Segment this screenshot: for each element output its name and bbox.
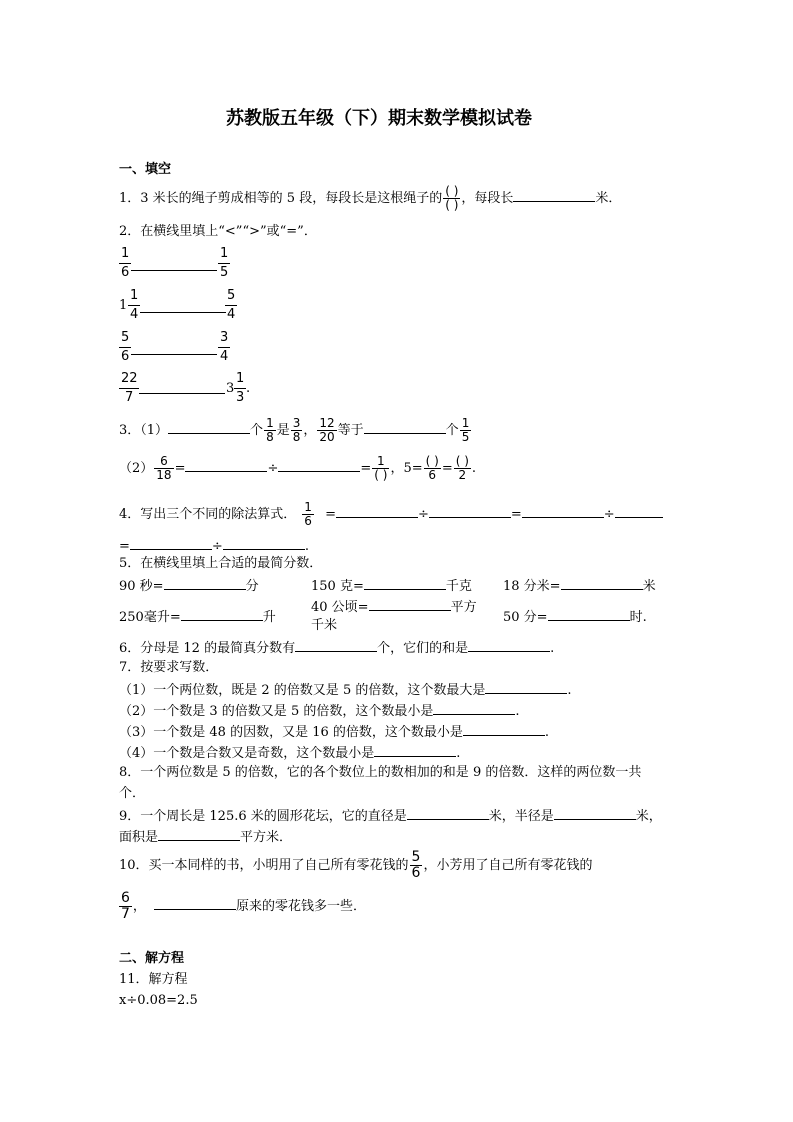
q4-blank-6[interactable] [223,537,305,550]
q1-unit: 米． [595,191,622,206]
q1-mid: ，每段长 [461,191,514,206]
q3-p2-f4-den: 2 [458,468,467,482]
q7-i3-text: （3）一个数是 48 的因数，又是 16 的倍数，这个数最小是 [119,725,463,740]
q5-b3-blank[interactable] [548,608,630,621]
q2-row-1-left-den: 6 [121,265,130,280]
question-8-line-1: 8．一个两位数是 5 的倍数，它的各个数位上的数相加的和是 9 的倍数．这样的两位数一共 [119,765,642,780]
question-10-line-2 [119,890,366,924]
q1-fraction: $\frac{( )}{( )}$ [445,184,459,212]
q5-item-a2 [311,577,472,595]
q3-p2-f4-num: ( ) [455,454,469,468]
q2-row-4-right-num: 1 [236,371,245,386]
q2-row-2-right-num: 5 [227,288,236,303]
q4-div-1: ÷ [417,507,429,522]
q5-a2-unit: 千克 [445,579,472,594]
q4-end: . [304,539,309,554]
section-heading-equations: 二、解方程 [119,951,185,966]
q5-b2-unit-line2: 千米 [311,618,338,633]
q3-p2-blank-2[interactable] [278,459,360,472]
q4-frac-num: 1 [304,500,312,514]
q2-row-3-right-num: 3 [220,330,229,345]
q3-p2-mid: ，5= [390,461,423,476]
q4-blank-3[interactable] [522,505,604,518]
question-7-text: 7．按要求写数． [119,660,219,675]
q9-blank-3[interactable] [158,828,240,841]
q7-i1-text: （1）一个两位数，既是 2 的倍数又是 5 的倍数，这个数最大是 [119,683,486,698]
q2-row-1-right-den: 5 [220,265,229,280]
q5-a3-blank[interactable] [561,577,643,590]
q7-i3-blank[interactable] [463,723,545,736]
q1-text: 1．3 米长的绳子剪成相等的 5 段，每段长是这根绳子的 [119,191,443,206]
q3-p1-eq: 等于 [337,423,364,438]
q2-row-2-left-whole: 1 [119,298,128,313]
q10-f1-num: 5 [411,849,421,865]
q2-row-4-left-den: 7 [125,390,134,405]
q7-i1-end: . [567,683,572,698]
q3-p2-div: ÷ [267,461,279,476]
q3-p2-blank-1[interactable] [185,459,267,472]
q7-i4-blank[interactable] [374,744,456,757]
q10-text: 10．买一本同样的书，小明用了自己所有零花钱的 [119,858,409,873]
q4-blank-2[interactable] [429,505,511,518]
q2-row-4-end: . [246,381,251,396]
question-4-line-1 [119,500,663,530]
q4-blank-5[interactable] [130,537,212,550]
q3-p1-f2-den: 8 [292,430,301,444]
question-10-line-1 [119,849,592,883]
question-5-text: 5．在横线里填上合适的最简分数． [119,556,323,571]
q6-mid: 个，它们的和是 [377,641,469,656]
question-3-part-2 [119,454,476,484]
q2-row-2-left-den: 4 [130,307,139,322]
q5-b1-unit: 升 [262,610,276,625]
q2-row-2-blank[interactable] [140,300,226,313]
q3-p1-is: 是 [276,423,290,438]
q10-sep: ， [132,899,146,914]
q2-row-2-left-num: 1 [130,288,139,303]
q7-item-3 [119,723,549,741]
q4-line2-eq: = [119,539,130,554]
page-title: 苏教版五年级（下）期末数学模拟试卷 [226,108,532,129]
q3-p2-eq2: = [360,461,372,476]
q2-row-4-right-den: 3 [236,390,245,405]
q3-p2-f1-num: 6 [160,454,168,468]
question-9-line-1 [119,807,662,825]
q5-a2-label: 150 克= [311,579,364,594]
question-2-text: 2．在横线里填上“<”“>”或“=”． [119,224,317,239]
q5-item-b2 [311,598,477,616]
q5-item-a1 [119,577,259,595]
q2-row-1-right-num: 1 [220,246,229,261]
q3-p1-blank-1[interactable] [168,421,250,434]
q9-end1: 米， [635,809,662,824]
q5-item-a3 [503,577,656,595]
q4-frac-den: 6 [304,514,312,528]
q5-b1-blank[interactable] [181,608,263,621]
q2-row-3-left-den: 6 [121,349,130,364]
q9-text: 9．一个周长是 125.6 米的圆形花坛，它的直径是 [119,809,407,824]
q3-p1-f1-num: 1 [266,416,274,430]
q3-p1-f1-den: 8 [266,430,274,444]
q10-post: 原来的零花钱多一些． [235,899,366,914]
q5-a3-unit: 米 [642,579,656,594]
q3-p1-f4-num: 1 [461,416,470,430]
q3-p1-f3-num: 12 [319,416,335,430]
q3-p1-ge2: 个 [445,423,459,438]
q7-item-1 [119,681,571,699]
q3-p2-f2-num: 1 [377,454,385,468]
q5-item-b3 [503,608,647,626]
q7-i2-text: （2）一个数是 3 的倍数又是 5 的倍数，这个数最小是 [119,704,434,719]
q3-p2-eq1: = [174,461,186,476]
q3-p2-label: （2） [119,461,154,476]
q5-b2-label: 40 公顷= [311,600,369,615]
q5-a1-unit: 分 [245,579,259,594]
q4-text: 4．写出三个不同的除法算式． [119,507,297,522]
q2-row-4-right-whole: 3 [226,381,235,396]
q7-item-4 [119,744,460,762]
q5-item-b1 [119,608,276,626]
q3-p1-label: 3．（1） [119,423,169,438]
q2-row-4-blank[interactable] [139,381,225,394]
q5-a3-label: 18 分米= [503,579,561,594]
q5-a2-blank[interactable] [364,577,446,590]
q10-mid: ，小芳用了自己所有零花钱的 [423,858,593,873]
q5-b3-unit: 时. [629,610,647,625]
q3-p1-blank-2[interactable] [364,421,446,434]
q5-b2-blank[interactable] [369,598,451,611]
q9-line2: 面积是 [119,830,159,845]
question-4-line-2 [119,537,309,555]
question-1 [119,184,621,214]
q3-p2-f3-num: ( ) [425,454,439,468]
q3-p1-f3-den: 20 [319,430,335,444]
q9-blank-2[interactable] [554,807,636,820]
q6-end: . [550,641,555,656]
q10-f2-num: 6 [121,890,130,906]
q11-equation: x÷0.08=2.5 [119,993,198,1008]
q3-p1-comma: ， [303,423,317,438]
q1-answer-blank[interactable] [513,189,595,202]
q2-row-3-right-den: 4 [220,349,229,364]
q4-line2-div: ÷ [211,539,223,554]
q3-p1-ge1: 个 [250,423,264,438]
q4-eq-2: = [510,507,522,522]
q3-p2-f3-den: 6 [428,468,437,482]
question-9-line-2 [119,828,292,846]
question-11-text: 11．解方程 [119,972,188,987]
q6-blank-1[interactable] [295,639,377,652]
q5-a1-label: 90 秒= [119,579,164,594]
section-heading-fill-blank: 一、填空 [119,162,172,177]
q3-p2-end: . [471,461,477,476]
q5-b2-unit: 平方 [450,600,477,615]
question-3-part-1 [119,416,472,446]
q9-end2: 平方米． [240,830,293,845]
q4-eq-1: = [325,507,336,522]
q7-i1-blank[interactable] [485,681,567,694]
q10-f2-den: 7 [121,906,130,922]
q3-p2-f2-den: ( ) [374,468,388,482]
question-6 [119,639,554,657]
q4-blank-1[interactable] [336,505,418,518]
q3-p1-f2-num: 3 [292,416,301,430]
q2-row-3-blank[interactable] [131,342,217,355]
q2-row-2-right-den: 4 [227,307,236,322]
q7-i2-blank[interactable] [433,702,515,715]
q3-p1-f4-den: 5 [461,430,470,444]
q2-row-3-left-num: 5 [121,330,130,345]
q9-mid: 米，半径是 [488,809,554,824]
q7-item-2 [119,702,519,720]
q10-f1-den: 6 [411,865,421,881]
q7-i4-text: （4）一个数是合数又是奇数，这个数最小是 [119,746,375,761]
q9-blank-1[interactable] [407,807,489,820]
q4-div-2: ÷ [603,507,615,522]
q7-i2-end: . [515,704,520,719]
question-8-line-2: 个． [119,786,146,801]
q2-row-4-left-num: 22 [121,371,138,386]
q7-i4-end: . [456,746,461,761]
q7-i3-end: . [544,725,550,740]
q3-p2-eq3: = [441,461,453,476]
q5-b1-label: 250毫升= [119,610,181,625]
q4-blank-4[interactable] [615,505,663,518]
q6-text: 6．分母是 12 的最简真分数有 [119,641,296,656]
q5-a1-blank[interactable] [164,577,246,590]
q3-p2-f1-den: 18 [156,468,172,482]
q2-row-1-blank[interactable] [131,258,217,271]
q2-row-1-left-num: 1 [121,246,130,261]
q6-blank-2[interactable] [468,639,550,652]
q5-b3-label: 50 分= [503,610,548,625]
q10-blank[interactable] [154,897,236,910]
